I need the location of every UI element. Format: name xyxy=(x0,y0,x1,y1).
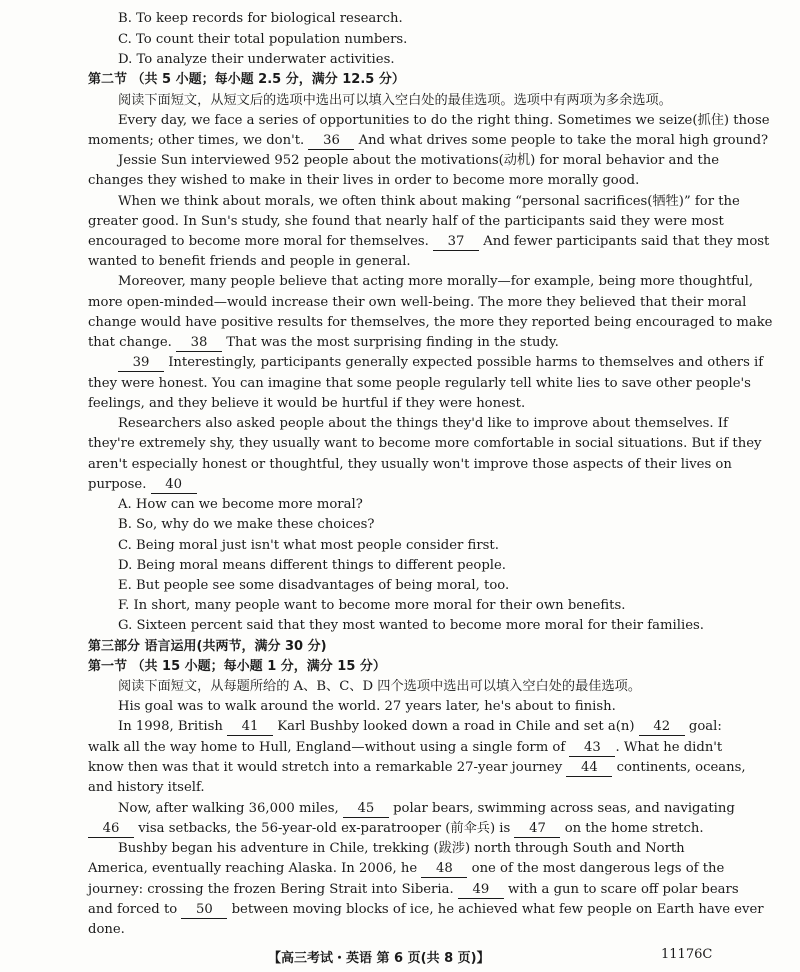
paragraph-text: feelings, and they believe it would be hurtful if they were honest. xyxy=(88,396,526,411)
paragraph-line xyxy=(88,820,704,838)
text-segment: purpose. xyxy=(88,477,147,492)
text-segment: visa setbacks, the 56-year-old ex-paratrooper (前伞兵) is xyxy=(138,821,511,836)
blank-45[interactable]: 45 xyxy=(343,801,389,818)
text-segment: one of the most dangerous legs of the xyxy=(471,861,725,876)
option-b: B. So, why do we make these choices? xyxy=(118,517,375,532)
blank-46[interactable]: 46 xyxy=(88,821,134,838)
text-segment: And what drives some people to take the moral high ground? xyxy=(358,133,769,148)
text-segment: moments; other times, we don't. xyxy=(88,133,305,148)
text-segment: And fewer participants said that they most xyxy=(483,234,770,249)
text-segment: . What he didn't xyxy=(615,740,723,755)
paragraph-text: changes they wished to make in their lives in order to become more morally good. xyxy=(88,173,640,188)
blank-39[interactable]: 39 xyxy=(118,355,164,372)
paragraph-text: Every day, we face a series of opportunities to do the right thing. Sometimes we seize(抓住) those xyxy=(118,113,770,128)
blank-49[interactable]: 49 xyxy=(458,882,504,899)
paragraph-text: Moreover, many people believe that acting more morally—for example, being more thoughtful, xyxy=(118,274,754,289)
paragraph-line xyxy=(118,718,722,736)
footer-code: 11176C xyxy=(661,947,713,962)
blank-50[interactable]: 50 xyxy=(181,902,227,919)
text-segment: on the home stretch. xyxy=(564,821,704,836)
section2-instruction: 阅读下面短文，从短文后的选项中选出可以填入空白处的最佳选项。选项中有两项为多余选项。 xyxy=(118,93,672,108)
paragraph-line xyxy=(88,860,724,878)
paragraph-text: they're extremely shy, they usually want to become more comfortable in social situations. But if they xyxy=(88,436,762,451)
text-segment: with a gun to scare off polar bears xyxy=(508,882,739,897)
paragraph-text: Bushby began his adventure in Chile, trekking (跋涉) north through South and North xyxy=(118,841,685,856)
option-a: A. How can we become more moral? xyxy=(118,497,363,512)
paragraph-line xyxy=(88,759,746,777)
paragraph-line xyxy=(88,881,739,899)
paragraph-line xyxy=(88,739,722,757)
paragraph-text: When we think about morals, we often think about making “personal sacrifices(牺牲)” for the xyxy=(118,194,740,209)
paragraph-line xyxy=(88,132,768,150)
blank-38[interactable]: 38 xyxy=(176,335,222,352)
paragraph-text: wanted to benefit friends and people in general. xyxy=(88,254,411,269)
text-segment: America, eventually reaching Alaska. In 2006, he xyxy=(88,861,418,876)
paragraph-line xyxy=(118,354,763,372)
text-segment: journey: crossing the frozen Bering Strait into Siberia. xyxy=(88,882,454,897)
paragraph-text: Jessie Sun interviewed 952 people about the motivations(动机) for moral behavior and the xyxy=(118,153,720,168)
blank-42[interactable]: 42 xyxy=(639,719,685,736)
paragraph-text: greater good. In Sun's study, she found that nearly half of the participants said they were most xyxy=(88,214,724,229)
paragraph-text: they were honest. You can imagine that some people regularly tell white lies to save other people's xyxy=(88,376,751,391)
text-segment: goal: xyxy=(688,719,722,734)
blank-47[interactable]: 47 xyxy=(514,821,560,838)
paragraph-line xyxy=(88,233,769,251)
blank-40[interactable]: 40 xyxy=(151,477,197,494)
text-segment: That was the most surprising finding in the study. xyxy=(226,335,559,350)
footer-page-info: 【高三考试・英语 第 6 页(共 8 页)】 xyxy=(268,951,490,966)
option-b-prev: B. To keep records for biological research. xyxy=(118,11,403,26)
option-c-prev: C. To count their total population numbers. xyxy=(118,32,408,47)
text-segment: and forced to xyxy=(88,902,178,917)
text-segment: polar bears, swimming across seas, and navigating xyxy=(393,801,735,816)
text-segment: encouraged to become more moral for themselves. xyxy=(88,234,429,249)
blank-37[interactable]: 37 xyxy=(433,234,479,251)
paragraph-line xyxy=(88,334,559,352)
text-segment: In 1998, British xyxy=(118,719,223,734)
section2-heading: 第二节 （共 5 小题；每小题 2.5 分，满分 12.5 分） xyxy=(88,72,405,87)
option-f: F. In short, many people want to become more moral for their own benefits. xyxy=(118,598,626,613)
text-segment: know then was that it would stretch into a remarkable 27-year journey xyxy=(88,760,563,775)
paragraph-line xyxy=(88,901,764,919)
blank-41[interactable]: 41 xyxy=(227,719,273,736)
blank-43[interactable]: 43 xyxy=(569,740,615,757)
option-d-prev: D. To analyze their underwater activities. xyxy=(118,52,395,67)
option-e: E. But people see some disadvantages of being moral, too. xyxy=(118,578,510,593)
text-segment: that change. xyxy=(88,335,172,350)
text-segment: Now, after walking 36,000 miles, xyxy=(118,801,339,816)
part3-subheading: 第一节 （共 15 小题；每小题 1 分，满分 15 分） xyxy=(88,659,386,674)
paragraph-text: and history itself. xyxy=(88,780,205,795)
part3-heading: 第三部分 语言运用(共两节，满分 30 分) xyxy=(88,639,327,654)
option-d: D. Being moral means different things to different people. xyxy=(118,558,507,573)
paragraph-text: Researchers also asked people about the things they'd like to improve about themselves. If xyxy=(118,416,728,431)
paragraph-text: more open-minded—would increase their own well-being. The more they believed that their moral xyxy=(88,295,747,310)
paragraph-text: change would have positive results for themselves, the more they reported being encouraged to make xyxy=(88,315,773,330)
option-g: G. Sixteen percent said that they most wanted to become more moral for their families. xyxy=(118,618,704,633)
option-c: C. Being moral just isn't what most people consider first. xyxy=(118,538,499,553)
blank-48[interactable]: 48 xyxy=(421,861,467,878)
text-segment: between moving blocks of ice, he achieved what few people on Earth have ever xyxy=(231,902,764,917)
text-segment: continents, oceans, xyxy=(616,760,746,775)
paragraph-text: aren't especially honest or thoughtful, they usually won't improve those aspects of their lives on xyxy=(88,457,732,472)
part3-instruction: 阅读下面短文，从每题所给的 A、B、C、D 四个选项中选出可以填入空白处的最佳选项。 xyxy=(118,679,642,694)
blank-36[interactable]: 36 xyxy=(308,133,354,150)
blank-44[interactable]: 44 xyxy=(566,760,612,777)
paragraph-line xyxy=(118,800,735,818)
paragraph-text: His goal was to walk around the world. 27 years later, he's about to finish. xyxy=(118,699,616,714)
paragraph-text: done. xyxy=(88,922,125,937)
paragraph-line xyxy=(88,476,197,494)
text-segment: walk all the way home to Hull, England—without using a single form of xyxy=(88,740,566,755)
text-segment: Interestingly, participants generally expected possible harms to themselves and others if xyxy=(168,355,764,370)
text-segment: Karl Bushby looked down a road in Chile and set a(n) xyxy=(277,719,635,734)
